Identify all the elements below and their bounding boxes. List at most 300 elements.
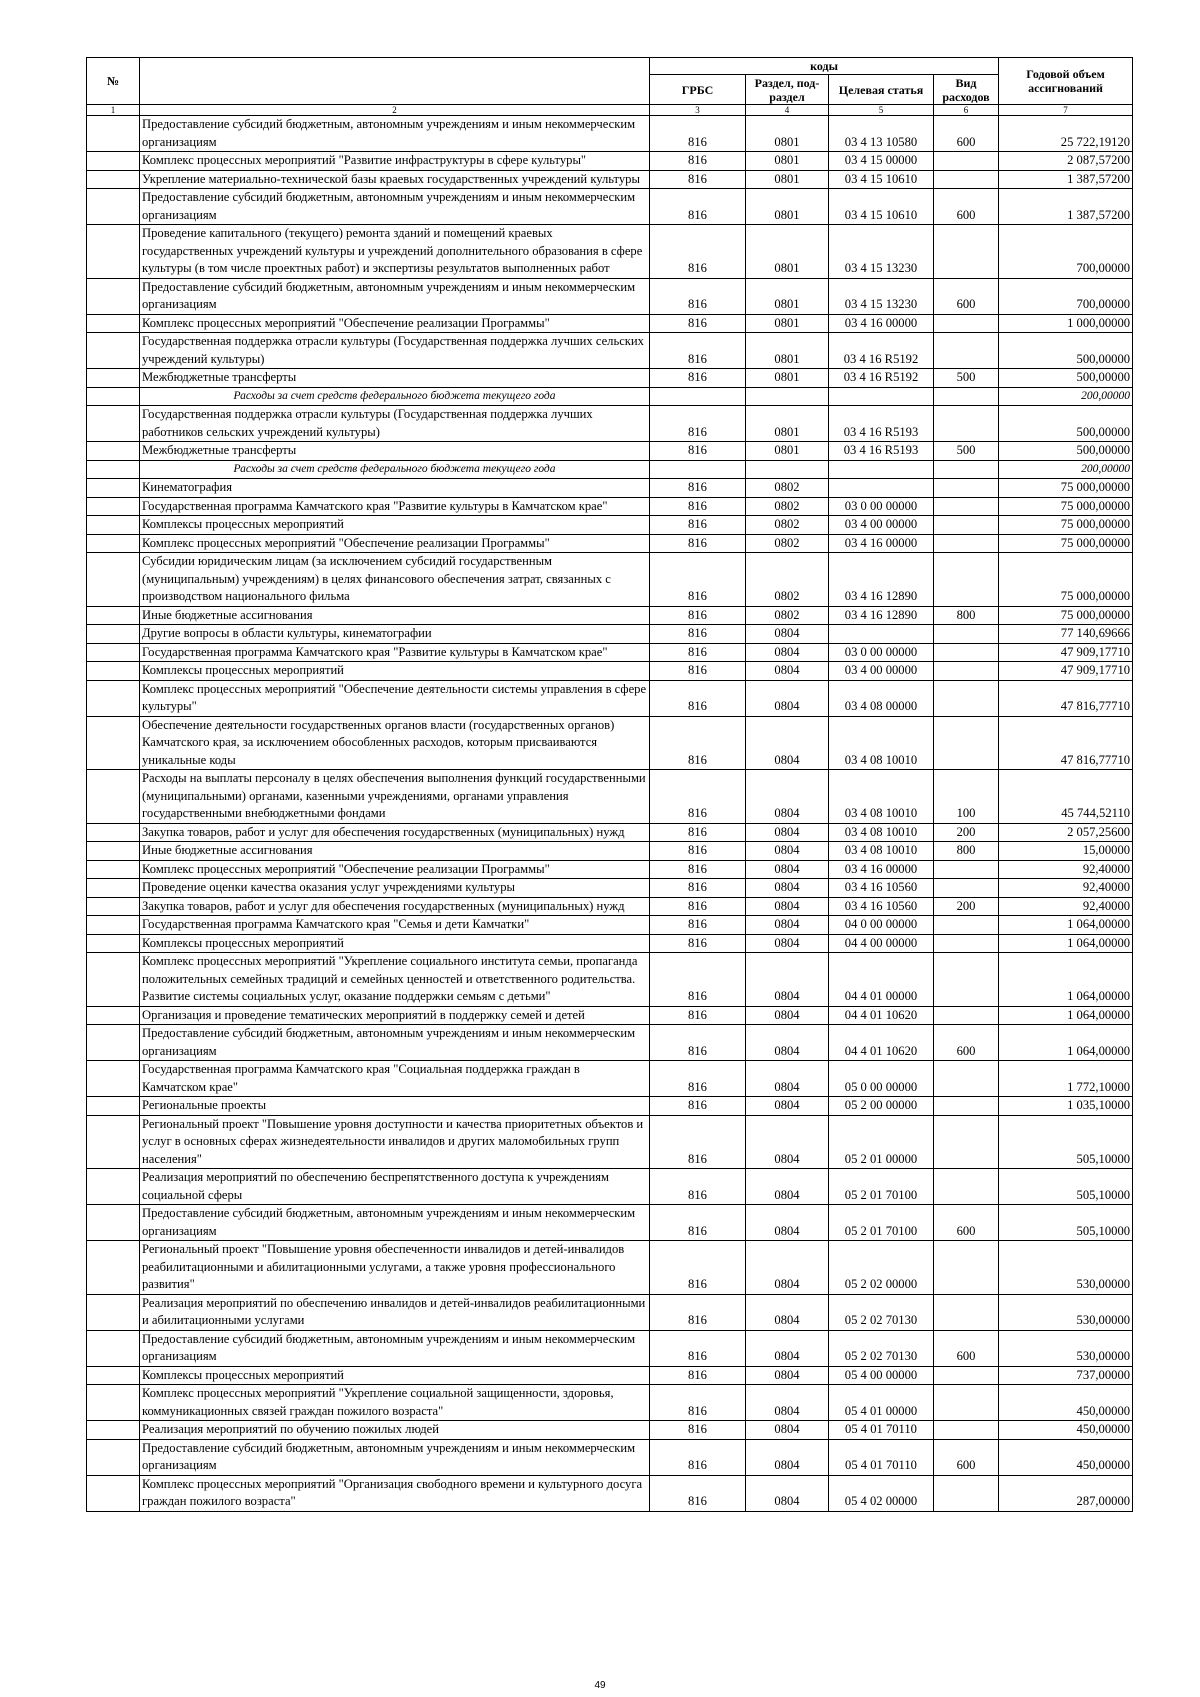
table-row	[87, 278, 1133, 314]
row-section-cell: 0804	[746, 1169, 829, 1205]
row-target-cell: 03 4 16 10560	[829, 897, 934, 916]
row-number-cell	[87, 625, 140, 644]
row-amount-cell: 1 772,10000	[999, 1061, 1133, 1097]
row-section-cell: 0801	[746, 225, 829, 279]
row-number-cell	[87, 1385, 140, 1421]
row-grbs-cell: 816	[650, 934, 746, 953]
row-amount-cell: 500,00000	[999, 333, 1133, 369]
row-number-cell	[87, 1439, 140, 1475]
row-number-cell	[87, 770, 140, 824]
table-row	[87, 916, 1133, 935]
federal-budget-note-row	[87, 460, 1133, 479]
column-number: 3	[650, 105, 746, 116]
row-number-cell	[87, 442, 140, 461]
row-section-cell: 0804	[746, 625, 829, 644]
row-amount-cell: 15,00000	[999, 842, 1133, 861]
row-number-cell	[87, 225, 140, 279]
column-number: 6	[934, 105, 999, 116]
row-grbs-cell: 816	[650, 534, 746, 553]
table-row	[87, 1439, 1133, 1475]
table-row	[87, 479, 1133, 498]
row-amount-cell: 505,10000	[999, 1115, 1133, 1169]
row-name-cell: Обеспечение деятельности государственных органов власти (государственных органов) Камчатского края, за исключением обособленных расходов, которым присваиваются уникальные коды	[140, 716, 650, 770]
row-name-cell: Проведение капитального (текущего) ремонта зданий и помещений краевых государственных учреждений культуры и учреждений дополнительного образования в сфере культуры (в том числе проектных работ) и экспертизы результатов выполненных работ	[140, 225, 650, 279]
row-amount-cell: 1 064,00000	[999, 953, 1133, 1007]
row-target-cell: 05 4 01 00000	[829, 1385, 934, 1421]
row-section-cell: 0804	[746, 1421, 829, 1440]
table-row	[87, 934, 1133, 953]
row-number-cell	[87, 369, 140, 388]
table-row	[87, 680, 1133, 716]
row-name-cell: Предоставление субсидий бюджетным, автономным учреждениям и иным некоммерческим организациям	[140, 1439, 650, 1475]
column-number: 4	[746, 105, 829, 116]
row-amount-cell: 75 000,00000	[999, 516, 1133, 535]
table-row	[87, 1025, 1133, 1061]
row-number-cell	[87, 1025, 140, 1061]
row-amount-cell: 200,00000	[999, 387, 1133, 406]
row-grbs-cell: 816	[650, 278, 746, 314]
row-target-cell: 04 0 00 00000	[829, 916, 934, 935]
row-grbs-cell: 816	[650, 842, 746, 861]
row-target-cell: 03 4 15 10610	[829, 189, 934, 225]
row-section-cell: 0804	[746, 1006, 829, 1025]
table-header	[87, 58, 1133, 116]
row-name-cell: Расходы за счет средств федерального бюджета текущего года	[140, 460, 650, 479]
row-amount-cell: 75 000,00000	[999, 534, 1133, 553]
row-grbs-cell: 816	[650, 369, 746, 388]
table-row	[87, 116, 1133, 152]
row-name-cell: Комплекс процессных мероприятий "Обеспечение реализации Программы"	[140, 314, 650, 333]
row-type-cell	[934, 1366, 999, 1385]
row-target-cell: 03 4 16 12890	[829, 553, 934, 607]
table-row	[87, 716, 1133, 770]
budget-allocation-table	[86, 57, 1133, 1512]
row-amount-cell: 75 000,00000	[999, 606, 1133, 625]
row-target-cell: 05 2 00 00000	[829, 1097, 934, 1116]
row-name-cell: Предоставление субсидий бюджетным, автономным учреждениям и иным некоммерческим организациям	[140, 116, 650, 152]
row-amount-cell: 1 064,00000	[999, 916, 1133, 935]
row-type-cell	[934, 643, 999, 662]
row-target-cell: 03 4 00 00000	[829, 516, 934, 535]
row-amount-cell: 47 909,17710	[999, 643, 1133, 662]
row-type-cell	[934, 1385, 999, 1421]
row-target-cell: 04 4 01 10620	[829, 1025, 934, 1061]
row-section-cell: 0804	[746, 879, 829, 898]
row-type-cell	[934, 953, 999, 1007]
row-section-cell: 0804	[746, 842, 829, 861]
table-row	[87, 225, 1133, 279]
row-amount-cell: 75 000,00000	[999, 479, 1133, 498]
row-section-cell: 0804	[746, 1294, 829, 1330]
row-target-cell: 03 4 16 R5193	[829, 442, 934, 461]
table-row	[87, 516, 1133, 535]
row-grbs-cell: 816	[650, 897, 746, 916]
row-section-cell: 0801	[746, 278, 829, 314]
row-amount-cell: 1 387,57200	[999, 170, 1133, 189]
header-target-article: Целевая статья	[829, 75, 934, 105]
row-target-cell: 05 4 02 00000	[829, 1475, 934, 1511]
row-grbs-cell: 816	[650, 1421, 746, 1440]
row-target-cell: 05 2 01 00000	[829, 1115, 934, 1169]
row-target-cell: 03 4 08 00000	[829, 680, 934, 716]
row-name-cell: Государственная программа Камчатского края "Семья и дети Камчатки"	[140, 916, 650, 935]
row-grbs-cell	[650, 387, 746, 406]
row-target-cell: 03 4 15 13230	[829, 278, 934, 314]
header-grbs: ГРБС	[650, 75, 746, 105]
row-number-cell	[87, 842, 140, 861]
row-target-cell: 04 4 00 00000	[829, 934, 934, 953]
row-number-cell	[87, 662, 140, 681]
row-type-cell: 600	[934, 116, 999, 152]
table-row	[87, 406, 1133, 442]
row-grbs-cell: 816	[650, 953, 746, 1007]
row-name-cell: Межбюджетные трансферты	[140, 369, 650, 388]
row-type-cell: 600	[934, 278, 999, 314]
row-grbs-cell: 816	[650, 1475, 746, 1511]
row-type-cell: 200	[934, 897, 999, 916]
row-amount-cell: 700,00000	[999, 225, 1133, 279]
row-number-cell	[87, 1366, 140, 1385]
row-grbs-cell: 816	[650, 1025, 746, 1061]
row-number-cell	[87, 1330, 140, 1366]
row-target-cell: 05 2 01 70100	[829, 1169, 934, 1205]
row-type-cell	[934, 662, 999, 681]
row-type-cell: 600	[934, 1205, 999, 1241]
row-target-cell: 03 4 00 00000	[829, 662, 934, 681]
row-type-cell	[934, 625, 999, 644]
row-section-cell: 0804	[746, 1061, 829, 1097]
row-target-cell: 03 4 08 10010	[829, 770, 934, 824]
row-target-cell: 03 4 16 00000	[829, 860, 934, 879]
row-number-cell	[87, 553, 140, 607]
row-number-cell	[87, 1421, 140, 1440]
table-row	[87, 770, 1133, 824]
row-amount-cell: 530,00000	[999, 1241, 1133, 1295]
row-section-cell: 0804	[746, 680, 829, 716]
row-number-cell	[87, 823, 140, 842]
header-no: №	[87, 58, 140, 105]
row-name-cell: Иные бюджетные ассигнования	[140, 606, 650, 625]
row-number-cell	[87, 497, 140, 516]
row-section-cell: 0804	[746, 1115, 829, 1169]
row-target-cell: 03 4 16 R5193	[829, 406, 934, 442]
header-annual-volume: Годовой объем ассигнований	[999, 58, 1133, 105]
row-grbs-cell: 816	[650, 1115, 746, 1169]
table-row	[87, 1061, 1133, 1097]
row-section-cell: 0804	[746, 1330, 829, 1366]
row-type-cell	[934, 314, 999, 333]
row-grbs-cell: 816	[650, 1006, 746, 1025]
row-number-cell	[87, 1061, 140, 1097]
table-row	[87, 369, 1133, 388]
row-section-cell: 0804	[746, 934, 829, 953]
row-number-cell	[87, 606, 140, 625]
row-type-cell	[934, 1241, 999, 1295]
row-type-cell	[934, 460, 999, 479]
row-section-cell: 0801	[746, 170, 829, 189]
table-row	[87, 823, 1133, 842]
row-section-cell: 0801	[746, 189, 829, 225]
row-grbs-cell: 816	[650, 116, 746, 152]
row-name-cell: Комплекс процессных мероприятий "Обеспечение деятельности системы управления в сфере культуры"	[140, 680, 650, 716]
table-row	[87, 1205, 1133, 1241]
row-target-cell: 03 4 16 R5192	[829, 369, 934, 388]
header-codes: коды	[650, 58, 999, 75]
row-name-cell: Государственная поддержка отрасли культуры (Государственная поддержка лучших сельских учреждений культуры)	[140, 333, 650, 369]
row-grbs-cell: 816	[650, 625, 746, 644]
row-grbs-cell: 816	[650, 225, 746, 279]
column-number: 7	[999, 105, 1133, 116]
row-type-cell	[934, 916, 999, 935]
row-name-cell: Региональный проект "Повышение уровня доступности и качества приоритетных объектов и услуг в основных сферах жизнедеятельности инвалидов и других маломобильных групп населения"	[140, 1115, 650, 1169]
row-name-cell: Расходы за счет средств федерального бюджета текущего года	[140, 387, 650, 406]
row-type-cell	[934, 333, 999, 369]
row-amount-cell: 505,10000	[999, 1205, 1133, 1241]
row-number-cell	[87, 1097, 140, 1116]
row-section-cell: 0804	[746, 1025, 829, 1061]
row-grbs-cell: 816	[650, 1330, 746, 1366]
row-amount-cell: 500,00000	[999, 369, 1133, 388]
row-amount-cell: 500,00000	[999, 442, 1133, 461]
row-name-cell: Государственная поддержка отрасли культуры (Государственная поддержка лучших работников сельских учреждений культуры)	[140, 406, 650, 442]
row-number-cell	[87, 534, 140, 553]
row-amount-cell: 450,00000	[999, 1421, 1133, 1440]
row-grbs-cell: 816	[650, 860, 746, 879]
table-row	[87, 953, 1133, 1007]
row-grbs-cell: 816	[650, 606, 746, 625]
row-number-cell	[87, 879, 140, 898]
row-number-cell	[87, 516, 140, 535]
table-row	[87, 1366, 1133, 1385]
column-number: 5	[829, 105, 934, 116]
row-number-cell	[87, 716, 140, 770]
header-expense-type: Вид расходов	[934, 75, 999, 105]
row-grbs-cell: 816	[650, 497, 746, 516]
row-type-cell	[934, 860, 999, 879]
table-row	[87, 553, 1133, 607]
row-section-cell: 0801	[746, 152, 829, 171]
row-amount-cell: 450,00000	[999, 1439, 1133, 1475]
row-grbs-cell: 816	[650, 716, 746, 770]
row-name-cell: Предоставление субсидий бюджетным, автономным учреждениям и иным некоммерческим организациям	[140, 278, 650, 314]
row-grbs-cell: 816	[650, 1294, 746, 1330]
row-name-cell: Другие вопросы в области культуры, кинематографии	[140, 625, 650, 644]
row-name-cell: Предоставление субсидий бюджетным, автономным учреждениям и иным некоммерческим организациям	[140, 1330, 650, 1366]
table-row	[87, 606, 1133, 625]
row-type-cell: 500	[934, 369, 999, 388]
table-row	[87, 333, 1133, 369]
row-target-cell: 03 4 16 12890	[829, 606, 934, 625]
row-grbs-cell: 816	[650, 442, 746, 461]
row-section-cell: 0802	[746, 553, 829, 607]
page-number: 49	[594, 1680, 606, 1691]
row-grbs-cell: 816	[650, 662, 746, 681]
row-amount-cell: 1 387,57200	[999, 189, 1133, 225]
row-name-cell: Комплексы процессных мероприятий	[140, 662, 650, 681]
row-name-cell: Комплекс процессных мероприятий "Обеспечение реализации Программы"	[140, 534, 650, 553]
row-section-cell: 0804	[746, 1241, 829, 1295]
row-number-cell	[87, 1115, 140, 1169]
row-type-cell	[934, 680, 999, 716]
row-section-cell: 0804	[746, 1205, 829, 1241]
row-section-cell: 0804	[746, 1366, 829, 1385]
row-grbs-cell: 816	[650, 680, 746, 716]
row-amount-cell: 450,00000	[999, 1385, 1133, 1421]
row-section-cell: 0804	[746, 823, 829, 842]
row-type-cell	[934, 879, 999, 898]
row-number-cell	[87, 1205, 140, 1241]
row-grbs-cell: 816	[650, 1061, 746, 1097]
row-name-cell: Комплекс процессных мероприятий "Организация свободного времени и культурного досуга граждан пожилого возраста"	[140, 1475, 650, 1511]
row-number-cell	[87, 1294, 140, 1330]
row-amount-cell: 505,10000	[999, 1169, 1133, 1205]
row-section-cell: 0804	[746, 770, 829, 824]
row-amount-cell: 75 000,00000	[999, 553, 1133, 607]
row-name-cell: Организация и проведение тематических мероприятий в поддержку семей и детей	[140, 1006, 650, 1025]
row-type-cell	[934, 1097, 999, 1116]
row-target-cell	[829, 460, 934, 479]
row-amount-cell: 287,00000	[999, 1475, 1133, 1511]
row-section-cell: 0802	[746, 479, 829, 498]
row-amount-cell: 25 722,19120	[999, 116, 1133, 152]
row-type-cell	[934, 1115, 999, 1169]
row-name-cell: Комплекс процессных мероприятий "Обеспечение реализации Программы"	[140, 860, 650, 879]
table-row	[87, 497, 1133, 516]
row-target-cell: 05 4 00 00000	[829, 1366, 934, 1385]
row-name-cell: Укрепление материально-технической базы краевых государственных учреждений культуры	[140, 170, 650, 189]
table-row	[87, 1241, 1133, 1295]
row-amount-cell: 1 035,10000	[999, 1097, 1133, 1116]
row-name-cell: Закупка товаров, работ и услуг для обеспечения государственных (муниципальных) нужд	[140, 897, 650, 916]
row-grbs-cell: 816	[650, 406, 746, 442]
row-name-cell: Предоставление субсидий бюджетным, автономным учреждениям и иным некоммерческим организациям	[140, 1205, 650, 1241]
row-grbs-cell: 816	[650, 643, 746, 662]
row-number-cell	[87, 278, 140, 314]
row-target-cell: 03 0 00 00000	[829, 643, 934, 662]
row-type-cell	[934, 534, 999, 553]
row-section-cell: 0801	[746, 406, 829, 442]
table-row	[87, 625, 1133, 644]
row-grbs-cell: 816	[650, 1366, 746, 1385]
table-row	[87, 1006, 1133, 1025]
row-number-cell	[87, 916, 140, 935]
row-amount-cell: 92,40000	[999, 897, 1133, 916]
row-number-cell	[87, 170, 140, 189]
table-row	[87, 1385, 1133, 1421]
row-target-cell: 03 0 00 00000	[829, 497, 934, 516]
row-type-cell	[934, 1421, 999, 1440]
row-type-cell	[934, 170, 999, 189]
row-name-cell: Кинематография	[140, 479, 650, 498]
row-name-cell: Комплекс процессных мероприятий "Развитие инфраструктуры в сфере культуры"	[140, 152, 650, 171]
row-amount-cell: 530,00000	[999, 1294, 1133, 1330]
row-amount-cell: 2 057,25600	[999, 823, 1133, 842]
row-section-cell: 0804	[746, 662, 829, 681]
row-name-cell: Закупка товаров, работ и услуг для обеспечения государственных (муниципальных) нужд	[140, 823, 650, 842]
row-section-cell: 0801	[746, 116, 829, 152]
row-section-cell: 0804	[746, 916, 829, 935]
row-target-cell: 03 4 08 10010	[829, 716, 934, 770]
row-type-cell: 600	[934, 1025, 999, 1061]
row-grbs-cell	[650, 460, 746, 479]
row-amount-cell: 75 000,00000	[999, 497, 1133, 516]
row-type-cell: 500	[934, 442, 999, 461]
row-amount-cell: 2 087,57200	[999, 152, 1133, 171]
row-target-cell: 03 4 16 00000	[829, 534, 934, 553]
table-row	[87, 189, 1133, 225]
row-name-cell: Предоставление субсидий бюджетным, автономным учреждениям и иным некоммерческим организациям	[140, 189, 650, 225]
row-number-cell	[87, 1169, 140, 1205]
row-name-cell: Комплексы процессных мероприятий	[140, 1366, 650, 1385]
row-section-cell: 0802	[746, 516, 829, 535]
row-target-cell: 05 4 01 70110	[829, 1421, 934, 1440]
row-target-cell: 03 4 13 10580	[829, 116, 934, 152]
row-amount-cell: 530,00000	[999, 1330, 1133, 1366]
row-type-cell	[934, 152, 999, 171]
column-number: 1	[87, 105, 140, 116]
row-amount-cell: 47 816,77710	[999, 716, 1133, 770]
row-grbs-cell: 816	[650, 1097, 746, 1116]
row-name-cell: Комплексы процессных мероприятий	[140, 934, 650, 953]
row-type-cell: 600	[934, 1330, 999, 1366]
row-amount-cell: 700,00000	[999, 278, 1133, 314]
row-grbs-cell: 816	[650, 1385, 746, 1421]
row-grbs-cell: 816	[650, 1241, 746, 1295]
row-grbs-cell: 816	[650, 479, 746, 498]
row-type-cell	[934, 553, 999, 607]
table-row	[87, 842, 1133, 861]
row-amount-cell: 77 140,69666	[999, 625, 1133, 644]
row-grbs-cell: 816	[650, 170, 746, 189]
table-row	[87, 662, 1133, 681]
row-section-cell: 0801	[746, 314, 829, 333]
row-target-cell: 05 0 00 00000	[829, 1061, 934, 1097]
row-section-cell: 0804	[746, 1385, 829, 1421]
row-type-cell: 600	[934, 1439, 999, 1475]
row-number-cell	[87, 680, 140, 716]
row-number-cell	[87, 953, 140, 1007]
row-type-cell: 800	[934, 842, 999, 861]
row-target-cell: 03 4 08 10010	[829, 823, 934, 842]
row-section-cell: 0802	[746, 534, 829, 553]
row-name-cell: Межбюджетные трансферты	[140, 442, 650, 461]
row-target-cell: 05 2 02 70130	[829, 1330, 934, 1366]
table-row	[87, 897, 1133, 916]
row-target-cell: 03 4 15 13230	[829, 225, 934, 279]
row-name-cell: Реализация мероприятий по обеспечению инвалидов и детей-инвалидов реабилитационными и абилитационными услугами	[140, 1294, 650, 1330]
row-number-cell	[87, 1241, 140, 1295]
row-grbs-cell: 816	[650, 314, 746, 333]
table-row	[87, 860, 1133, 879]
row-section-cell: 0804	[746, 1475, 829, 1511]
row-amount-cell: 92,40000	[999, 879, 1133, 898]
row-type-cell	[934, 716, 999, 770]
column-number: 2	[140, 105, 650, 116]
table-row	[87, 534, 1133, 553]
row-name-cell: Комплексы процессных мероприятий	[140, 516, 650, 535]
table-row	[87, 1097, 1133, 1116]
table-row	[87, 1475, 1133, 1511]
row-grbs-cell: 816	[650, 553, 746, 607]
row-number-cell	[87, 152, 140, 171]
row-number-cell	[87, 934, 140, 953]
row-amount-cell: 1 064,00000	[999, 1006, 1133, 1025]
federal-budget-note-row	[87, 387, 1133, 406]
row-type-cell	[934, 1475, 999, 1511]
row-grbs-cell: 816	[650, 1169, 746, 1205]
row-number-cell	[87, 1006, 140, 1025]
row-type-cell	[934, 479, 999, 498]
